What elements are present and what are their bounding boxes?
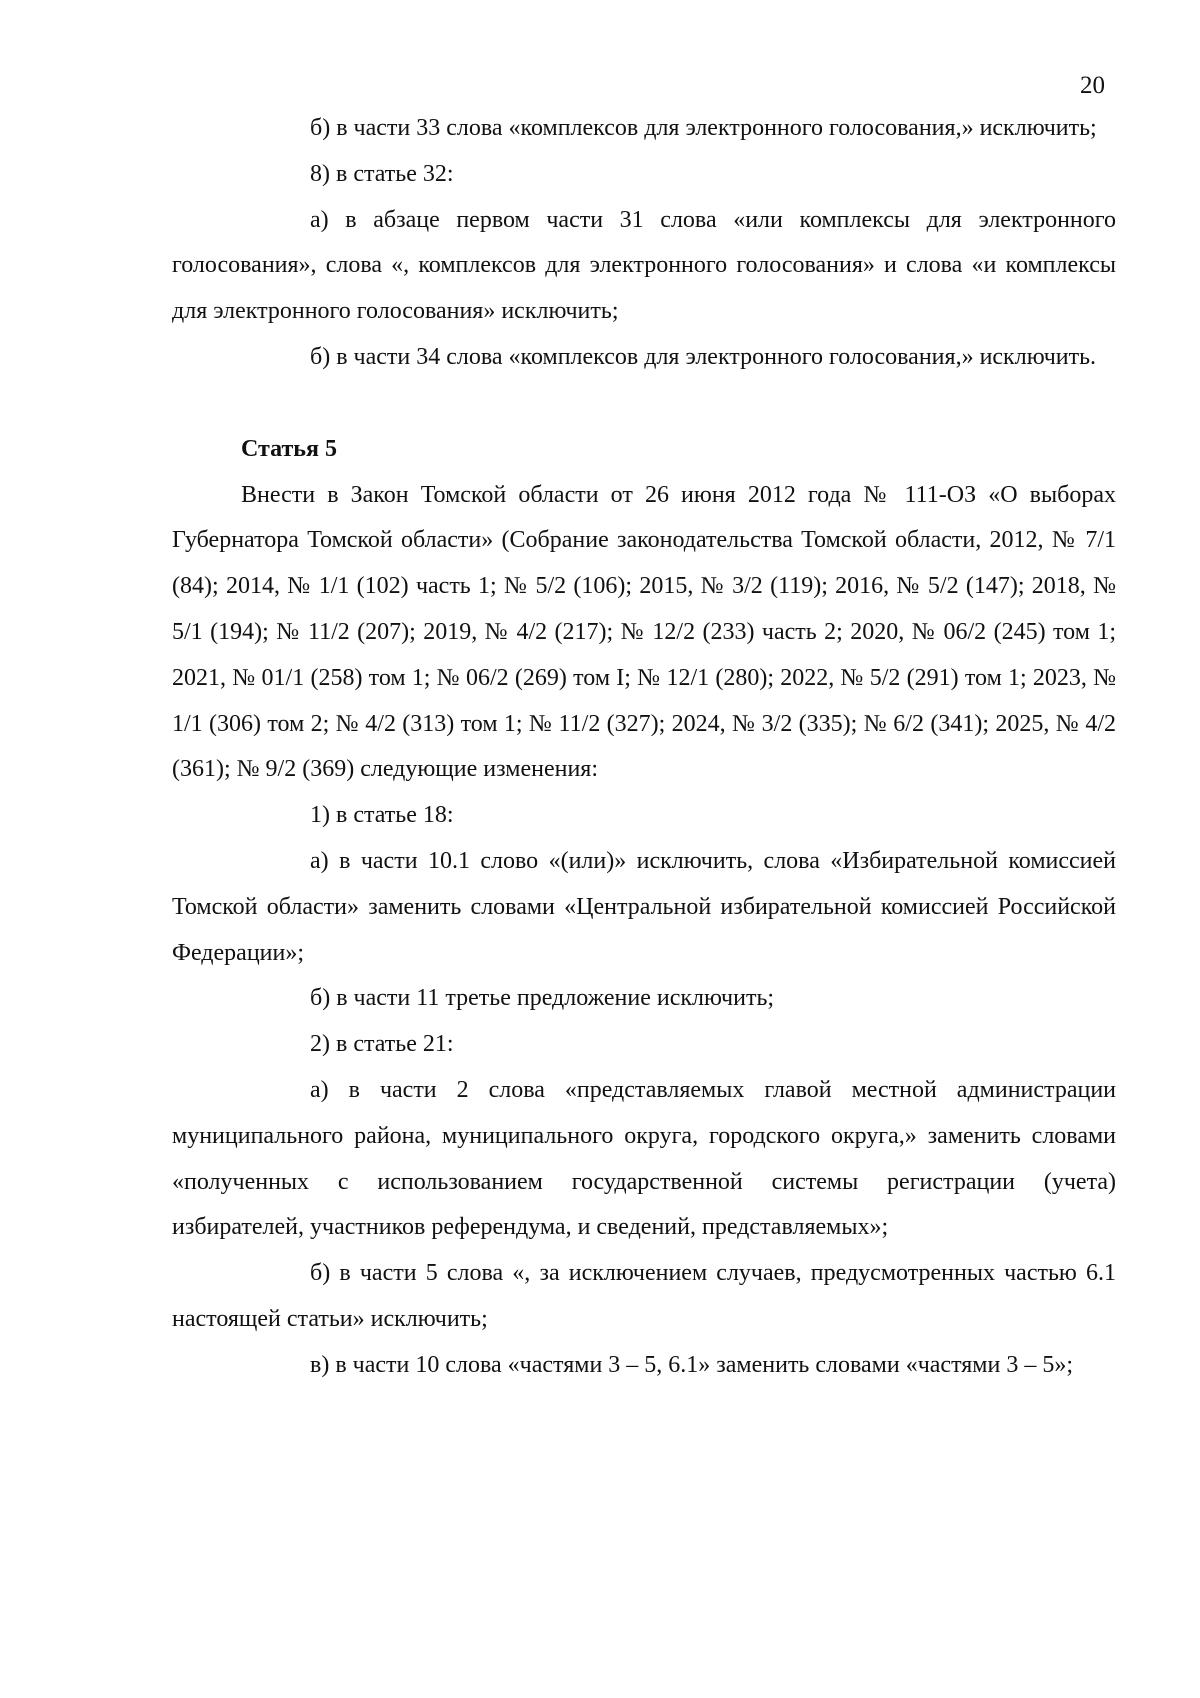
paragraph	[172, 1251, 1116, 1343]
paragraph-text: в статье 32:	[336, 160, 454, 187]
paragraph-text: в части 10.1 слово «(или)» исключить, слова «Избирательной комиссией Томской области» заменить словами «Центральной избирательной комиссией Российской Федерации»;	[172, 847, 1116, 966]
item-marker: а)	[310, 847, 329, 874]
item-marker: а)	[310, 206, 329, 233]
paragraph	[172, 1068, 1116, 1251]
paragraph-text: в части 10 слова «частями 3 – 5, 6.1» заменить словами «частями 3 – 5»;	[335, 1351, 1073, 1378]
item-marker: в)	[310, 1351, 330, 1378]
paragraph	[172, 1022, 1116, 1068]
item-marker: б)	[310, 115, 331, 141]
item-marker: б)	[310, 343, 331, 370]
paragraph: Внести в Закон Томской области от 26 июня 2012 года № 111-ОЗ «О выборах Губернатора Томской области» (Собрание законодательства Томской области, 2012, № 7/1 (84); 2014, № 1/1 (102) часть 1; № 5/2 (106); 2015, № 3/2 (119); 2016, № 5/2 (147); 2018, № 5/1 (194); № 11/2 (207); 2019, № 4/2 (217); № 12/2 (233) часть 2; 2020, № 06/2 (245) том 1; 2021, № 01/1 (258) том 1; № 06/2 (269) том I; № 12/1 (280); 2022, № 5/2 (291) том 1; 2023, № 1/1 (306) том 2; № 4/2 (313) том 1; № 11/2 (327); 2024, № 3/2 (335); № 6/2 (341); 2025, № 4/2 (361); № 9/2 (369) следующие изменения:	[172, 481, 1116, 783]
paragraph-text: в статье 21:	[336, 1031, 454, 1058]
paragraph	[172, 152, 1116, 198]
item-marker: б)	[310, 985, 331, 1012]
item-marker: 2)	[310, 1031, 330, 1058]
item-marker: а)	[310, 1076, 329, 1103]
paragraph-text: в части 5 слова «, за исключением случаев, предусмотренных частью 6.1 настоящей статьи» исключить;	[172, 1260, 1116, 1332]
item-marker: 8)	[310, 160, 330, 187]
paragraph-text: в абзаце первом части 31 слова «или комплексы для электронного голосования», слова «, комплексов для электронного голосования» и слова «и комплексы для электронного голосования» исключить;	[172, 206, 1117, 325]
paragraph-text: в части 34 слова «комплексов для электронного голосования,» исключить.	[336, 343, 1097, 370]
paragraph	[172, 198, 1116, 335]
paragraph-text: в части 11 третье предложение исключить;	[336, 985, 775, 1012]
paragraph	[172, 793, 1116, 839]
paragraph-text: в части 33 слова «комплексов для электронного голосования,» исключить;	[336, 115, 1097, 141]
paragraph-text: в статье 18:	[336, 802, 454, 829]
page-number: 20	[1080, 72, 1105, 99]
item-marker: 1)	[310, 802, 330, 829]
document-body	[172, 106, 1116, 1389]
article-heading: Статья 5	[241, 435, 337, 462]
paragraph	[172, 976, 1116, 1022]
paragraph	[172, 839, 1116, 976]
paragraph-text: в части 2 слова «представляемых главой местной администрации муниципального района, муниципального округа, городского округа,» заменить словами «полученных с использованием государственной системы регистрации (учета) избирателей, участников референдума, и сведений, представляемых»;	[172, 1076, 1117, 1241]
paragraph	[172, 1343, 1116, 1389]
paragraph	[172, 106, 1116, 152]
paragraph	[172, 335, 1116, 381]
item-marker: б)	[310, 1260, 331, 1287]
